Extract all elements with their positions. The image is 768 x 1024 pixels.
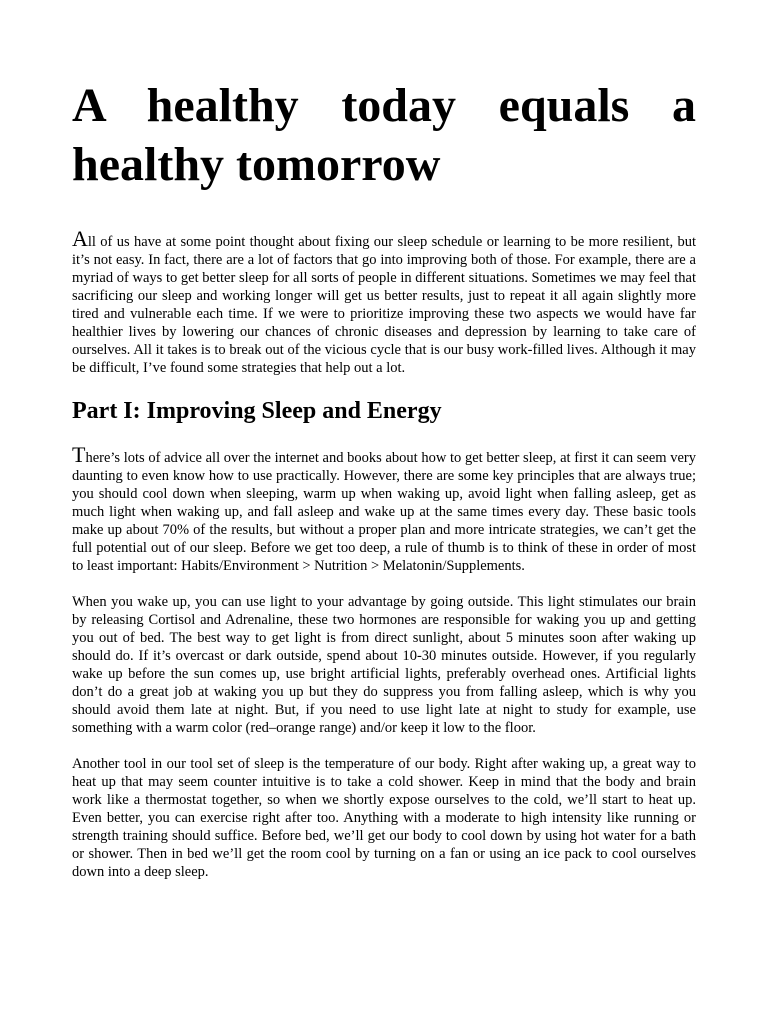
section-paragraph-2: When you wake up, you can use light to your advantage by going outside. This light stimulates our brain by releasing Cortisol and Adrenaline, these two hormones are responsible for waking you up and getting you out of bed. The best way to get light is from direct sunlight, about 5 minutes soon after waking up should do. If it’s overcast or dark outside, spend about 10-30 minutes outside. However, if you regularly wake up before the sun comes up, use bright artificial lights, preferably overhead ones. Artificial lights don’t do a great job at waking you up but they do suppress you from falling asleep, which is why you should avoid them late at night. But, if you need to use light late at night to study for example, use something with a warm color (red–orange range) and/or keep it low to the floor. <box>72 594 696 736</box>
section-paragraph-3: Another tool in our tool set of sleep is the temperature of our body. Right after waking up, a great way to heat up that may seem counter intuitive is to take a cold shower. Keep in mind that the body and brain work like a thermostat together, so when we shortly expose ourselves to the cold, we’ll start to heat up. Even better, you can exercise right after too. Anything with a moderate to high intensity like running or strength training should suffice. Before bed, we’ll get our body to cool down by using hot water for a bath or shower. Then in bed we’ll get the room cool by turning on a fan or using an ice pack to cool ourselves down into a deep sleep. <box>72 756 696 880</box>
document-title: A healthy today equals a healthy tomorrow <box>72 79 696 191</box>
document-page <box>72 76 696 881</box>
intro-paragraph <box>72 226 696 377</box>
section-paragraph-1-text: here’s lots of advice all over the internet and books about how to get better sleep, at first it can seem very daunting to even know how to use practically. However, there are some key principles that are always true; you should cool down when sleeping, warm up when waking up, avoid light when falling asleep, get as much light when waking up, and fall asleep and wake up at the same times every day. These basic tools make up about 70% of the results, but without a proper plan and more intricate strategies, we can’t get the full potential out of our sleep. Before we get too deep, a rule of thumb is to think of these in order of most to least important: Habits/Environment > Nutrition > Melatonin/Supplements. <box>72 450 696 574</box>
section-drop-cap: T <box>72 442 86 467</box>
intro-text: ll of us have at some point thought about fixing our sleep schedule or learning to be more resilient, but it’s not easy. In fact, there are a lot of factors that go into improving both of those. For example, there are a myriad of ways to get better sleep for all sorts of people in different situations. Sometimes we may feel that sacrificing our sleep and working longer will get us better results, just to repeat it all again slightly more tired and vulnerable each time. If we were to prioritize improving these two aspects we would have far healthier lives by lowering our chances of chronic diseases and depression by learning to take care of ourselves. All it takes is to break out of the vicious cycle that is our busy work-filled lives. Although it may be difficult, I’ve found some strategies that help out a lot. <box>72 234 696 376</box>
intro-drop-cap: A <box>72 226 88 251</box>
section-paragraph-1 <box>72 442 696 575</box>
section-heading: Part I: Improving Sleep and Energy <box>72 398 442 424</box>
